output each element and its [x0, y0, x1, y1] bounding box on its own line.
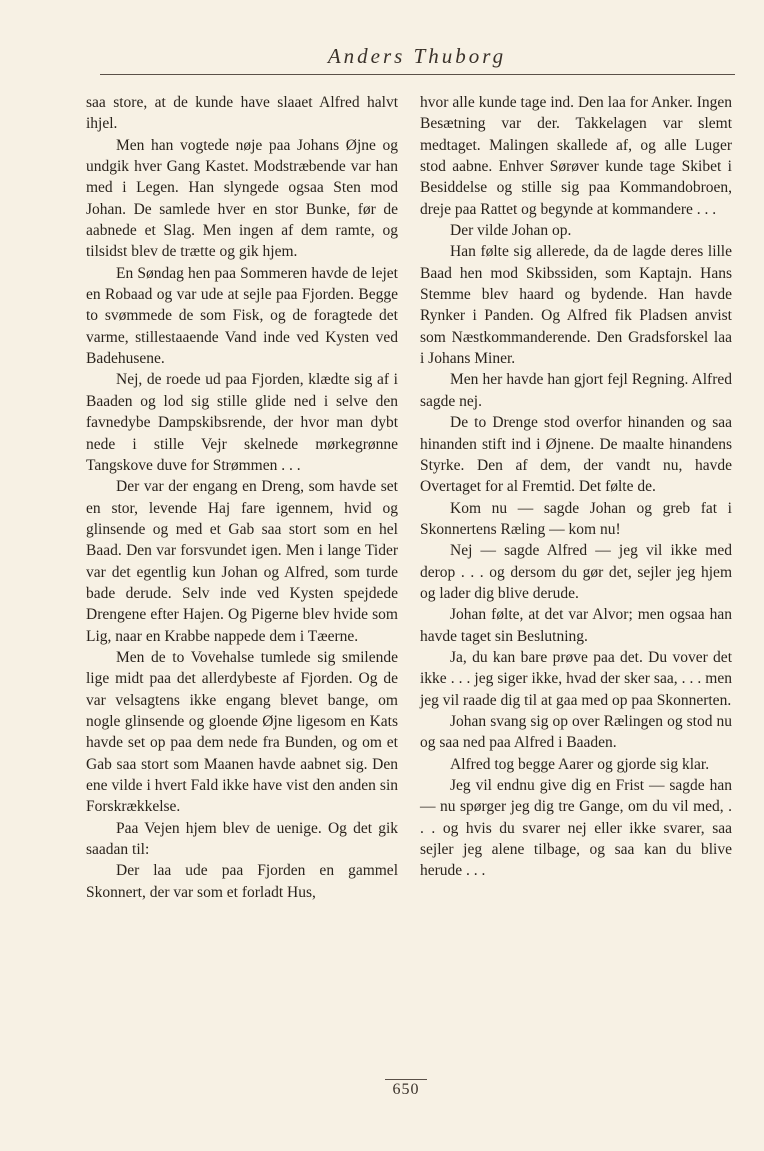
paragraph: Ja, du kan bare prøve paa det. Du vover det ikke . . . jeg siger ikke, hvad der sker saa, . . . men jeg vil raade dig til at gaa med op paa Skonnerten. [420, 648, 732, 709]
paragraph: De to Drenge stod overfor hinanden og saa hinanden stift ind i Øjnene. De maalte hinandens Styrke. Den af dem, der vandt nu, havde Overtaget for al Fremtid. Det følte de. [420, 414, 732, 496]
paragraph: Johan svang sig op over Rælingen og stod nu og saa ned paa Alfred i Baaden. [420, 712, 732, 752]
paragraph: Nej, de roede ud paa Fjorden, klædte sig af i Baaden og lod sig stille glide ned i selve den favnedybe Dampskibsrende, der hvor man dybt nede i stille Vejr skelnede mørkegrønne Tangskove duve for Strømmen . . . [86, 371, 398, 474]
paragraph: Han følte sig allerede, da de lagde deres lille Baad hen mod Skibssiden, som Kaptajn. Hans Stemme blev haard og bydende. Han havde Rynker i Panden. Og Alfred fik Pladsen anvist som Næstkommanderende. Den Gradsforskel laa i Johans Miner. [420, 243, 732, 368]
paragraph: Men de to Vovehalse tumlede sig smilende lige midt paa det allerdybeste af Fjorden. Og de var velsagtens ikke engang blevet bange, om nogle glinsende og gloende Øjne ligesom en Kats havde set op paa dem nede fra Bunden, og om et Gab saa stort som Maanen havde aabnet sig. Den ene vilde i hvert Fald ikke have vist den anden sin Forskrækkelse. [86, 648, 398, 816]
page-number: 650 [392, 1081, 420, 1098]
paragraph: Paa Vejen hjem blev de uenige. Og det gik saadan til: [86, 819, 398, 859]
paragraph: Men her havde han gjort fejl Regning. Alfred sagde nej. [420, 371, 732, 410]
right-column [420, 92, 732, 882]
paragraph: Jeg vil endnu give dig en Frist — sagde han — nu spørger jeg dig tre Gange, om du vil med, . . . og hvis du svarer nej eller ikke svarer, saa sejler jeg alene tilbage, og saa kan du blive herude . . . [420, 777, 732, 880]
left-column [86, 92, 398, 903]
paragraph: Der vilde Johan op. [450, 222, 572, 240]
paragraph: Nej — sagde Alfred — jeg vil ikke med derop . . . og dersom du gør det, sejler jeg hjem og lader dig blive derude. [420, 542, 732, 602]
paragraph: Kom nu — sagde Johan og greb fat i Skonnertens Ræling — kom nu! [420, 499, 732, 538]
paragraph: saa store, at de kunde have slaaet Alfred halvt ihjel. [86, 94, 398, 133]
footer-rule [385, 1079, 427, 1080]
paragraph: Der var der engang en Dreng, som havde set en stor, levende Haj fare igennem, hvid og glinsende og med et Gab saa stort som en hel Baad. Den var forsvundet igen. Men i lange Tider var det egentlig kun Johan og Alfred, som turde bade derude. Selv inde ved Kysten spejdede Drengene efter Hajen. Og Pigerne blev hvide som Lig, naar en Krabbe nappede dem i Tæerne. [86, 478, 398, 645]
paragraph: En Søndag hen paa Sommeren havde de lejet en Robaad og var ude at sejle paa Fjorden. Begge to svømmede de som Fisk, og de foragtede det varme, stillestaaende Vand inde ved Kysten ved Badehusene. [86, 264, 398, 368]
paragraph: Men han vogtede nøje paa Johans Øjne og undgik hver Gang Kastet. Modstræbende var han med i Legen. Han slyngede ogsaa Sten mod Johan. De samlede hver en stor Bunke, før de aabnede et Slag. Men ingen af dem ramte, og tilsidst blev de trætte og gik hjem. [86, 136, 398, 261]
paragraph: hvor alle kunde tage ind. Den laa for Anker. Ingen Besætning var der. Takkelagen var slemt medtaget. Malingen skallede af, og alle Luger stod aabne. Enhver Sørøver kunde tage Skibet i Besiddelse og stille sig paa Kommandobroen, dreje paa Rattet og begynde at kommandere . . . [420, 94, 732, 218]
paragraph: Johan følte, at det var Alvor; men ogsaa han havde taget sin Beslutning. [420, 606, 732, 645]
running-header: Anders Thuborg [327, 44, 507, 68]
paragraph: Alfred tog begge Aarer og gjorde sig klar. [450, 755, 710, 773]
paragraph: Der laa ude paa Fjorden en gammel Skonnert, der var som et forladt Hus, [86, 862, 398, 901]
header-rule [100, 74, 735, 75]
